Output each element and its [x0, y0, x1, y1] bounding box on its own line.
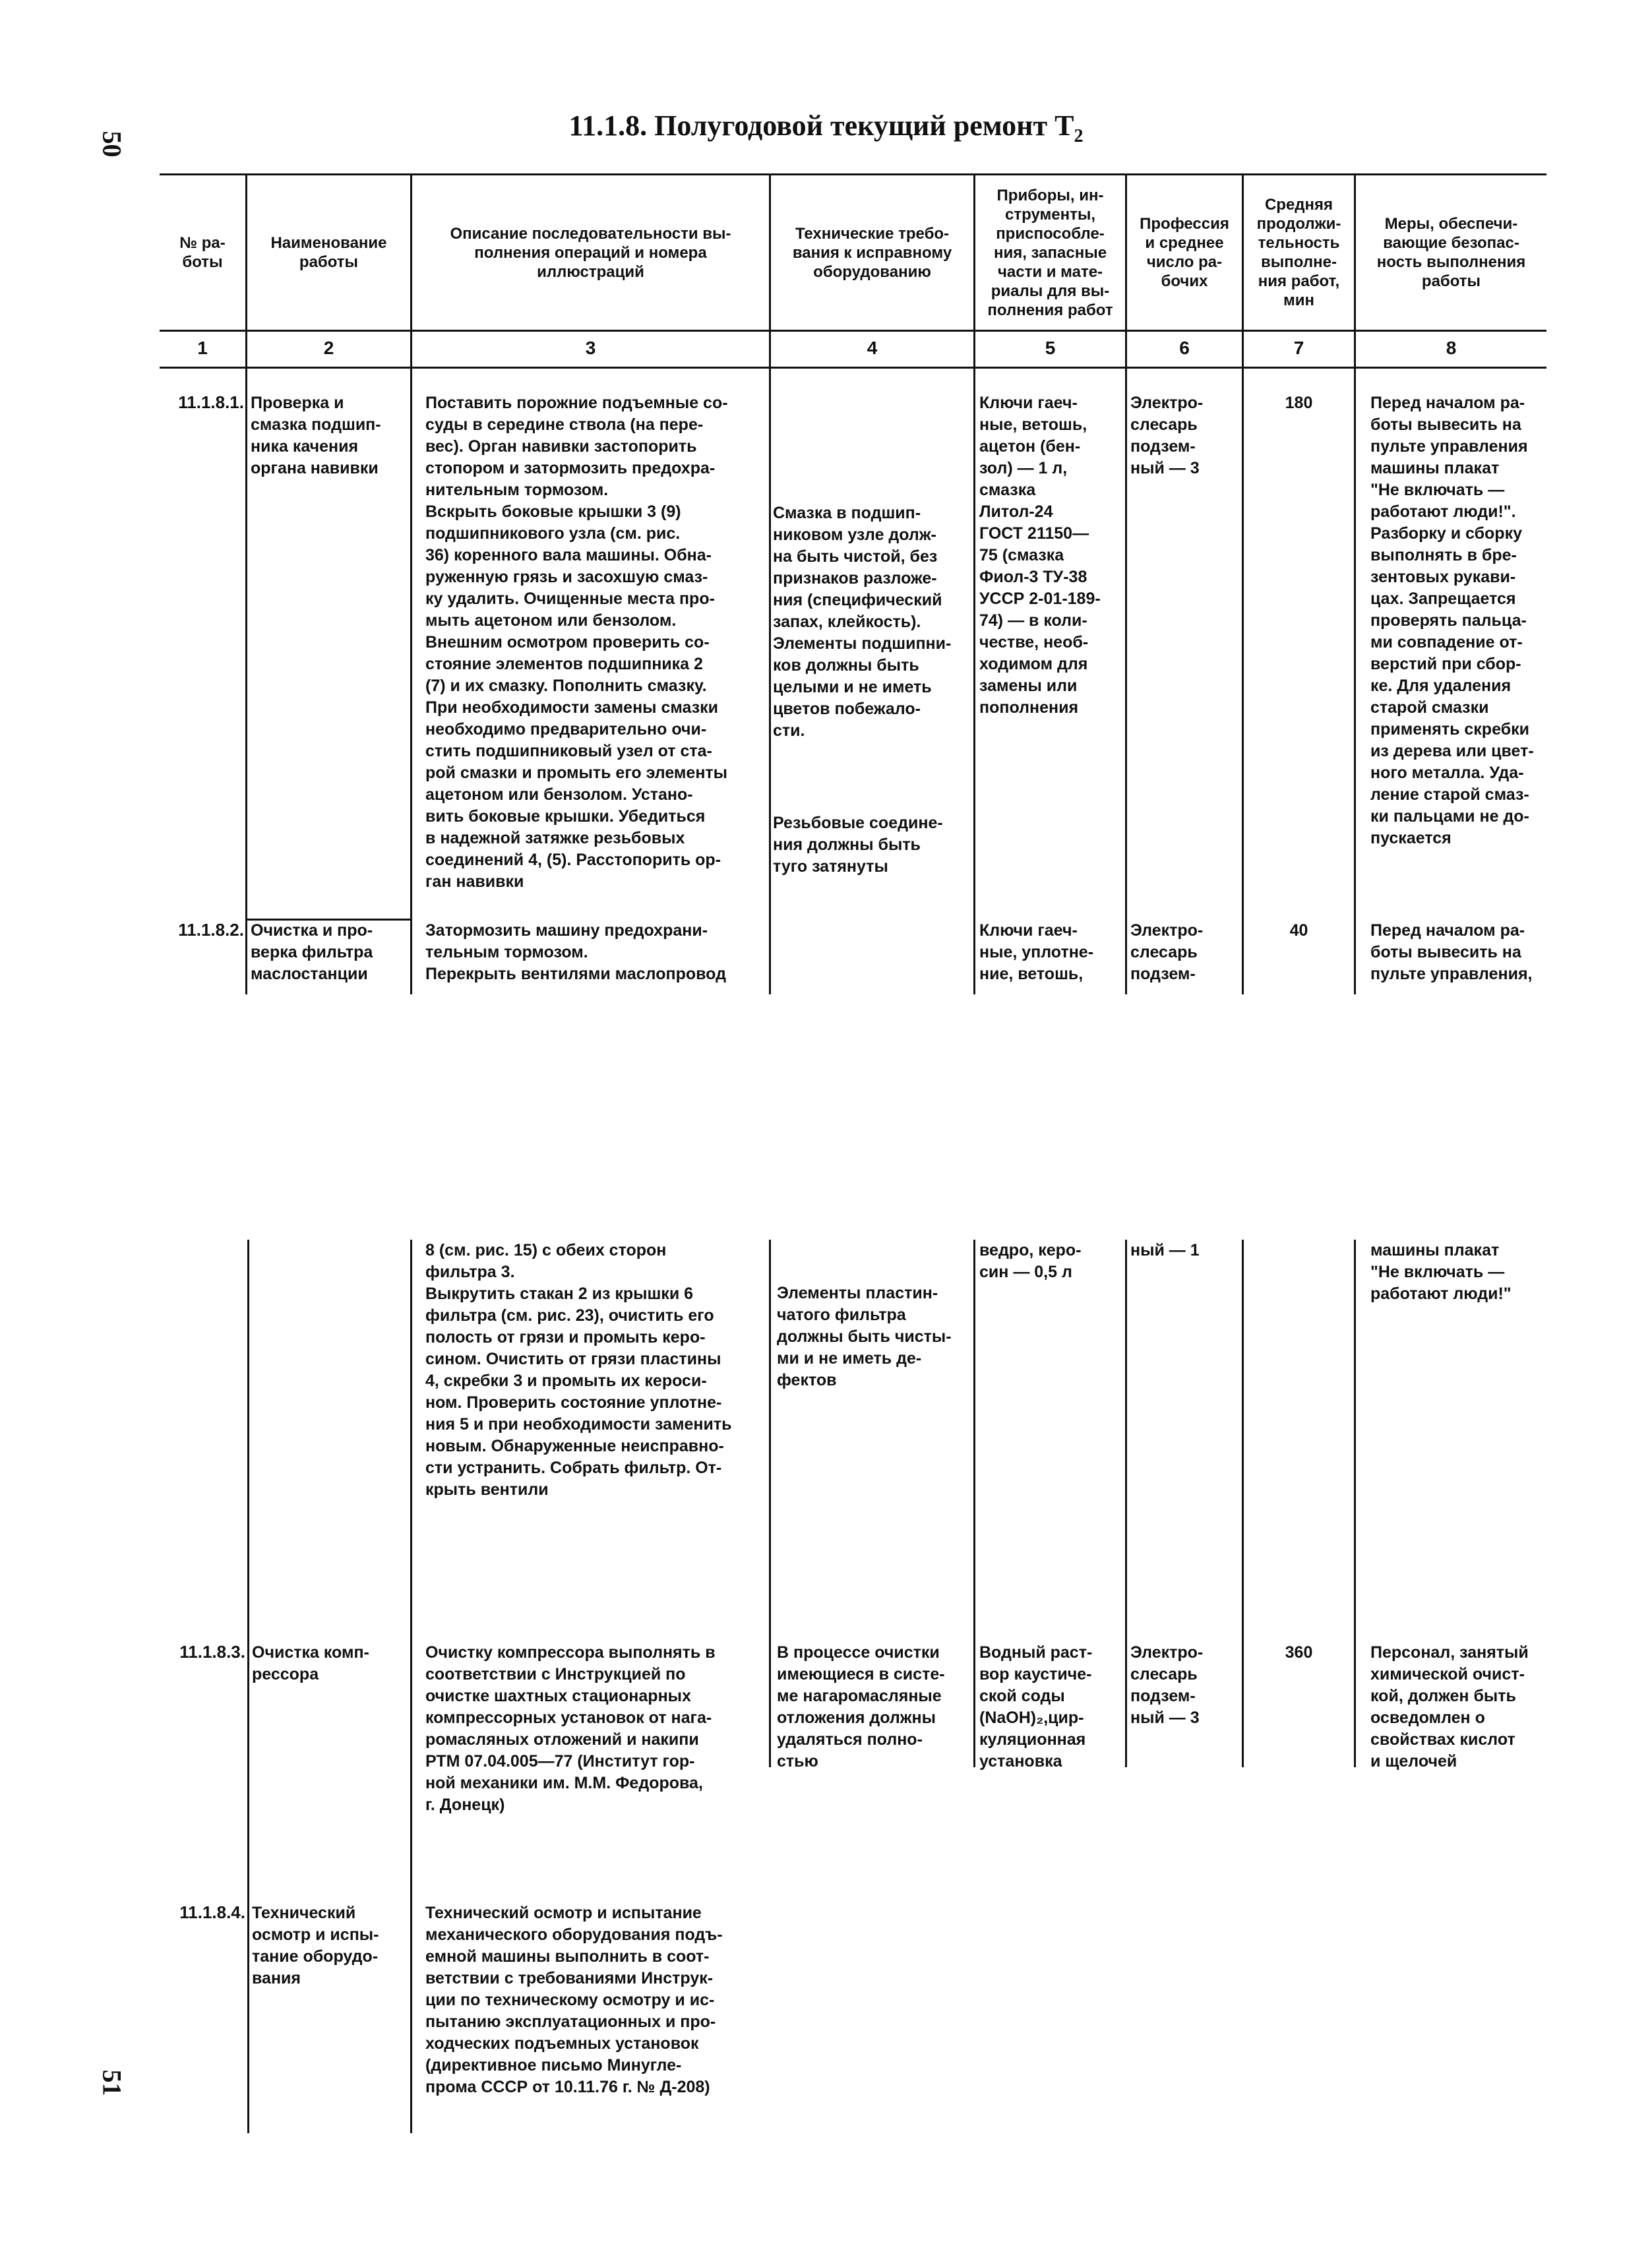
col-number-6: 6 [1179, 338, 1190, 358]
duration: 180 [1285, 394, 1313, 412]
work-name: Технический осмотр и испы- тание оборудо- вания [252, 1904, 379, 1987]
tech-requirements: Смазка в подшип- никовом узле долж- на быть чистой, без признаков разложе- ния (специфический запах, клейкость). Элементы подшипни- ков должны быть целыми и не иметь цветов побежало- сти. [773, 504, 952, 740]
header-col-5 [975, 175, 1125, 330]
col-number-3: 3 [585, 338, 596, 358]
col-number-2: 2 [323, 338, 334, 358]
tools-materials: Ключи гаеч- ные, ветошь, ацетон (бен- зол) — 1 л, смазка Литол-24 ГОСТ 21150— 75 (смазка Фиол-3 ТУ-38 УССР 2-01-189- 74) — в коли- честве, необ- ходимом для замены или пополнения [979, 394, 1101, 717]
work-description: Поставить порожние подъемные со- суды в середине ствола (на пере- вес). Орган навивки застопорить стопором и затормозить предохра- нительным тормозом. Вскрыть боковые крышки 3 (9) подшипникового узла (см. рис. 36) коренного вала машины. Обна- руженную грязь и засохшую смаз- ку удалить. Очищенные места про- мыть ацетоном или бензолом. Внешним осмотром проверить со- стояние элементов подшипника 2 (7) и их смазку. Пополнить смазку. При необходимости замены смазки необходимо предварительно очи- стить подшипниковый узел от ста- рой смазки и промыть его элементы ацетоном или бензолом. Устано- вить боковые крышки. Убедиться в надежной затяжке резьбовых соединений 4, (5). Расстопорить ор- ган навивки [425, 394, 728, 891]
work-description-continued: 8 (см. рис. 15) с обеих сторон фильтра 3. Выкрутить стакан 2 из крышки 6 фильтра (см. рис. 23), очистить его полость от грязи и промыть керо- сином. Очистить от грязи пластины 4, скребки 3 и промыть их кероси- ном. Проверить состояние уплотне- ния 5 и при необходимости заменить новым. Обнаруженные неисправно- сти устранить. Собрать фильтр. От- крыть вентили [425, 1241, 732, 1499]
safety-measures: Персонал, занятый химической очист- кой, должен быть осведомлен о свойствах кислот и щелочей [1370, 1643, 1529, 1771]
tech-requirements: В процессе очистки имеющиеся в систе- ме нагаромасляные отложения должны удаляться полно- стью [777, 1643, 945, 1771]
tech-requirements-threads: Резьбовые соедине- ния должны быть туго затянуты [773, 814, 943, 876]
header-col-8-text: Меры, обеспечи- вающие безопас- ность выполнения работы [1376, 215, 1526, 290]
col-number-5: 5 [1045, 338, 1056, 358]
safety-measures: Перед началом ра- боты вывесить на пульте управления, [1370, 921, 1533, 983]
profession: Электро- слесарь подзем- ный — 3 [1130, 394, 1204, 477]
duration: 40 [1289, 921, 1308, 940]
header-col-1-text: № ра- боты [179, 234, 226, 271]
header-col-6 [1127, 175, 1242, 330]
section-title [0, 109, 1652, 147]
header-col-8 [1356, 175, 1546, 330]
col-number-8: 8 [1446, 338, 1457, 358]
work-description: Технический осмотр и испытание механического оборудования подъ- емной машины выполнить в соот- ветствии с требованиями Инструк- ции по техническому осмотру и ис- пытанию эксплуатационных и про- ходческих подъемных установок (директивное письмо Минугле- прома СССР от 10.11.76 г. № Д-208) [425, 1904, 723, 2096]
profession-continued: ный — 1 [1130, 1241, 1200, 1259]
header-col-1 [160, 175, 245, 330]
section-title-text: 11.1.8. Полугодовой текущий ремонт Т [568, 109, 1074, 142]
safety-measures-continued: машины плакат "Не включать — работают люди!" [1370, 1241, 1512, 1303]
safety-measures: Перед началом ра- боты вывесить на пульте управления машины плакат "Не включать — работают люди!". Разборку и сборку выполнять в бре- зентовых рукави- цах. Запрещается проверять пальца- ми совпадение от- верстий при сбор- ке. Для удаления старой смазки применять скребки из дерева или цвет- ного металла. Уда- ление старой смаз- ки пальцами не до- пускается [1370, 394, 1534, 847]
row-number: 11.1.8.2. [178, 920, 244, 940]
header-col-2-text: Наименование работы [270, 234, 387, 271]
header-col-4 [771, 175, 973, 330]
tools-materials-continued: ведро, керо- син — 0,5 л [979, 1241, 1082, 1281]
tech-requirements: Элементы пластин- чатого фильтра должны быть чисты- ми и не иметь де- фектов [777, 1284, 952, 1389]
header-col-4-text: Технические требо- вания к исправному оборудованию [792, 224, 952, 281]
duration: 360 [1285, 1643, 1313, 1662]
work-description: Очистку компрессора выполнять в соответствии с Инструкцией по очистке шахтных стационарных компрессорных установок от нага- ромасляных отложений и накипи РТМ 07.04.005—77 (Институт гор- ной механики им. М.М. Федорова, г. Донецк) [425, 1643, 716, 1814]
work-name: Очистка и про- верка фильтра маслостанции [251, 921, 373, 983]
work-name: Очистка комп- рессора [252, 1643, 369, 1683]
col-number-4: 4 [867, 338, 878, 358]
row-number: 11.1.8.1. [178, 392, 244, 412]
header-col-5-text: Приборы, ин- струменты, приспособле- ния, запасные части и мате- риалы для вы- полнения работ [987, 186, 1113, 319]
profession: Электро- слесарь подзем- ный — 3 [1130, 1643, 1204, 1727]
profession: Электро- слесарь подзем- [1130, 921, 1204, 983]
header-col-3 [412, 175, 769, 330]
work-description: Затормозить машину предохрани- тельным тормозом. Перекрыть вентилями маслопровод [425, 921, 726, 983]
page-number-top: 50 [97, 131, 127, 158]
row-number: 11.1.8.4. [179, 1902, 245, 1922]
header-col-6-text: Профессия и среднее число ра- бочих [1140, 215, 1229, 290]
work-name: Проверка и смазка подшип- ника качения органа навивки [251, 394, 381, 477]
tools-materials: Ключи гаеч- ные, уплотне- ние, ветошь, [979, 921, 1094, 983]
row-number: 11.1.8.3. [179, 1642, 245, 1662]
section-title-subscript: 2 [1074, 125, 1084, 146]
header-col-7-text: Средняя продолжи- тельность выполне- ния работ, мин [1256, 196, 1341, 309]
header-col-3-text: Описание последовательности вы- полнения операций и номера иллюстраций [450, 224, 731, 281]
col-number-7: 7 [1293, 338, 1304, 358]
col-number-1: 1 [197, 338, 208, 358]
tools-materials: Водный раст- вор каустиче- ской соды (NaOH)₂,цир- куляционная установка [979, 1643, 1093, 1771]
page-number-bottom: 51 [97, 2069, 127, 2096]
header-col-7 [1244, 175, 1354, 330]
header-col-2 [247, 175, 410, 330]
